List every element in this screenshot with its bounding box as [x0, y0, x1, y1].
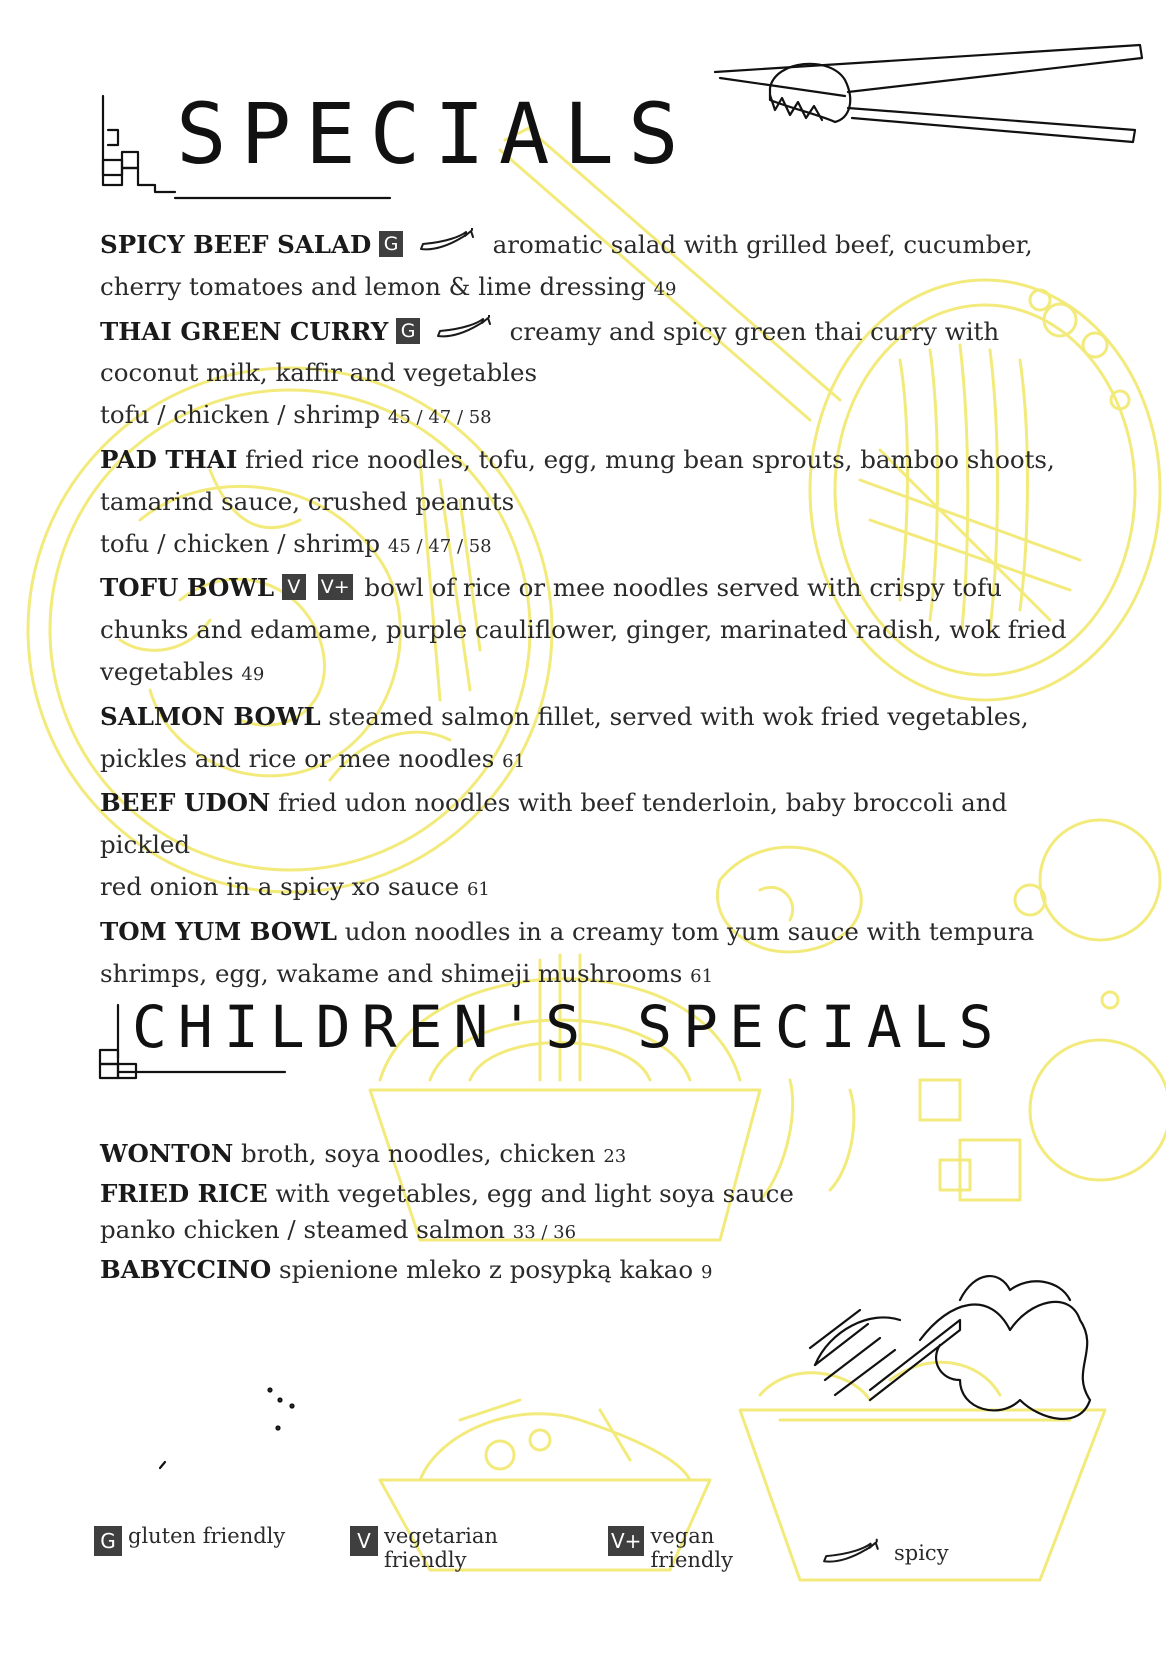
item-name: FRIED RICE [100, 1178, 268, 1208]
item-price: 23 [603, 1146, 627, 1167]
item-price: 61 [466, 878, 490, 900]
item-description: vegetables [100, 656, 234, 686]
item-description: with vegetables, egg and light soya sauce [275, 1178, 794, 1208]
menu-item-beef-udon [100, 782, 1080, 910]
item-description: steamed salmon fillet, served with wok fried vegetables, [328, 701, 1029, 731]
item-description: tamarind sauce, crushed peanuts [100, 486, 515, 516]
vegan-badge: V+ [318, 574, 353, 600]
chili-icon [434, 315, 498, 341]
item-price: 61 [502, 750, 526, 772]
item-name: THAI GREEN CURRY [100, 316, 389, 346]
vegan-badge: V+ [608, 1526, 644, 1556]
item-description: cherry tomatoes and lemon & lime dressing [100, 271, 646, 301]
gluten-badge: G [379, 231, 403, 257]
legend-label-line: vegetarian [384, 1524, 498, 1548]
legend-vegetarian-friendly [350, 1524, 498, 1582]
item-description: shrimps, egg, wakame and shimeji mushrooms [100, 958, 683, 988]
item-description: spienione mleko z posypką kakao [279, 1254, 694, 1284]
item-name: WONTON [100, 1139, 234, 1168]
item-description: aromatic salad with grilled beef, cucumber, [492, 230, 1033, 259]
item-name: BEEF UDON [100, 788, 271, 818]
item-description: chunks and edamame, purple cauliflower, ginger, marinated radish, wok fried [100, 615, 1067, 645]
item-price: 49 [241, 663, 265, 685]
item-name: BABYCCINO [100, 1254, 272, 1284]
menu-item-wonton [100, 1136, 1000, 1176]
item-price: 45 / 47 / 58 [387, 535, 492, 557]
legend-spicy [818, 1524, 949, 1582]
specials-list [100, 224, 1080, 997]
item-description: pickles and rice or mee noodles [100, 743, 495, 773]
legend-vegan-friendly [608, 1524, 733, 1582]
item-description: udon noodles in a creamy tom yum sauce with tempura [344, 916, 1035, 946]
childrens-specials-list [100, 1136, 1000, 1291]
item-price: 45 / 47 / 58 [387, 407, 492, 429]
item-name: SALMON BOWL [100, 701, 321, 731]
item-description: broth, soya noodles, chicken [241, 1139, 596, 1168]
item-price: 61 [690, 965, 714, 987]
childrens-specials-heading: CHILDREN'S SPECIALS [132, 993, 1005, 1061]
item-options: panko chicken / steamed salmon [100, 1215, 505, 1244]
vegetarian-badge: V [350, 1526, 378, 1556]
specials-heading: SPECIALS [176, 85, 693, 183]
item-options: tofu / chicken / shrimp [100, 400, 381, 430]
menu-item-tom-yum-bowl [100, 911, 1080, 998]
menu-item-pad-thai [100, 439, 1080, 567]
legend-gluten-friendly [94, 1524, 285, 1582]
gluten-badge: G [396, 318, 420, 344]
item-name: PAD THAI [100, 444, 238, 474]
menu-item-salmon-bowl [100, 696, 1080, 783]
legend-label-line: friendly [384, 1548, 467, 1572]
legend-label [384, 1524, 498, 1572]
chili-icon [820, 1538, 886, 1568]
item-description: red onion in a spicy xo sauce [100, 871, 460, 901]
menu-item-thai-green-curry [100, 311, 1080, 439]
item-name: TOFU BOWL [100, 573, 275, 603]
item-name: TOM YUM BOWL [100, 916, 337, 946]
legend-label: gluten friendly [128, 1524, 286, 1548]
item-description: fried rice noodles, tofu, egg, mung bean sprouts, bamboo shoots, [245, 444, 1055, 474]
item-options: tofu / chicken / shrimp [100, 528, 381, 558]
item-description: creamy and spicy green thai curry with [509, 316, 1000, 346]
legend-label-line: friendly [650, 1548, 733, 1572]
menu-item-tofu-bowl [100, 567, 1080, 695]
item-price: 49 [653, 278, 677, 300]
vegetarian-badge: V [282, 574, 306, 600]
item-description: bowl of rice or mee noodles served with crispy tofu [364, 573, 1002, 603]
legend-label [650, 1524, 733, 1572]
legend-label-line: vegan [650, 1524, 715, 1548]
item-price: 9 [700, 1261, 713, 1283]
menu-item-babyccino [100, 1252, 1000, 1292]
item-description: fried udon noodles with beef tenderloin, baby broccoli and pickled [100, 788, 1008, 860]
legend-label: spicy [894, 1541, 949, 1565]
item-name: SPICY BEEF SALAD [100, 230, 372, 259]
menu-item-fried-rice [100, 1176, 1000, 1252]
gluten-badge: G [94, 1526, 122, 1556]
chili-icon [417, 228, 481, 254]
item-description: coconut milk, kaffir and vegetables [100, 358, 538, 388]
menu-item-spicy-beef-salad [100, 224, 1080, 311]
item-price: 33 / 36 [512, 1222, 577, 1243]
